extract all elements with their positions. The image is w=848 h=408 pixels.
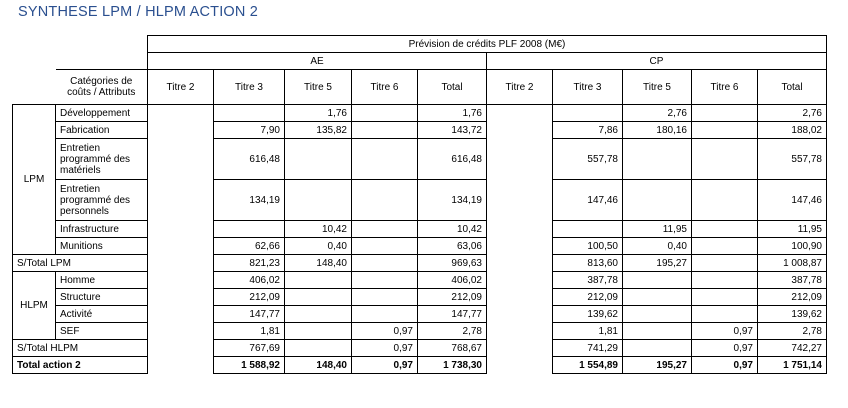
value-cell	[487, 122, 553, 139]
value-cell: 62,66	[214, 238, 285, 255]
value-cell: 100,50	[553, 238, 623, 255]
value-cell: 135,82	[285, 122, 352, 139]
value-cell	[285, 139, 352, 180]
value-cell: 0,40	[285, 238, 352, 255]
summary-label: S/Total HLPM	[13, 340, 148, 357]
value-cell	[692, 122, 758, 139]
value-cell	[148, 272, 214, 289]
table-row	[13, 180, 827, 221]
group-label-lpm: LPM	[13, 105, 56, 255]
value-cell: 10,42	[285, 221, 352, 238]
value-cell: 10,42	[418, 221, 487, 238]
header-row-top	[13, 36, 827, 53]
value-cell: 557,78	[758, 139, 827, 180]
value-cell	[487, 180, 553, 221]
value-cell: 147,77	[418, 306, 487, 323]
value-cell: 147,46	[758, 180, 827, 221]
value-cell: 11,95	[758, 221, 827, 238]
col-header: Total	[758, 70, 827, 105]
value-cell	[148, 340, 214, 357]
header-forecast: Prévision de crédits PLF 2008 (M€)	[148, 36, 827, 53]
value-cell	[352, 238, 418, 255]
col-header: Titre 6	[352, 70, 418, 105]
value-cell	[148, 180, 214, 221]
value-cell: 1,76	[285, 105, 352, 122]
header-row-groups	[13, 53, 827, 70]
value-cell: 188,02	[758, 122, 827, 139]
value-cell: 7,86	[553, 122, 623, 139]
value-cell: 143,72	[418, 122, 487, 139]
value-cell	[148, 238, 214, 255]
col-header: Titre 3	[214, 70, 285, 105]
value-cell: 557,78	[553, 139, 623, 180]
value-cell	[148, 357, 214, 374]
value-cell: 7,90	[214, 122, 285, 139]
value-cell	[487, 306, 553, 323]
row-label: Homme	[56, 272, 148, 289]
header-row-cols	[13, 70, 827, 105]
value-cell	[214, 105, 285, 122]
value-cell: 139,62	[758, 306, 827, 323]
value-cell	[487, 289, 553, 306]
col-header: Titre 6	[692, 70, 758, 105]
value-cell: 1 588,92	[214, 357, 285, 374]
value-cell	[352, 289, 418, 306]
value-cell: 0,97	[692, 340, 758, 357]
summary-label: S/Total LPM	[13, 255, 148, 272]
value-cell	[214, 221, 285, 238]
value-cell: 821,23	[214, 255, 285, 272]
table-row	[13, 306, 827, 323]
value-cell: 1 554,89	[553, 357, 623, 374]
value-cell: 0,97	[692, 357, 758, 374]
value-cell	[553, 105, 623, 122]
col-header: Titre 5	[285, 70, 352, 105]
value-cell	[352, 221, 418, 238]
value-cell	[285, 272, 352, 289]
row-label: Activité	[56, 306, 148, 323]
value-cell: 1 751,14	[758, 357, 827, 374]
value-cell: 1 008,87	[758, 255, 827, 272]
value-cell	[352, 180, 418, 221]
value-cell	[553, 221, 623, 238]
value-cell: 0,97	[352, 357, 418, 374]
value-cell: 1 738,30	[418, 357, 487, 374]
value-cell	[623, 272, 692, 289]
value-cell	[352, 139, 418, 180]
table-row	[13, 105, 827, 122]
value-cell	[623, 340, 692, 357]
value-cell	[692, 255, 758, 272]
value-cell	[623, 306, 692, 323]
value-cell	[285, 340, 352, 357]
value-cell	[352, 105, 418, 122]
row-label: Développement	[56, 105, 148, 122]
value-cell: 100,90	[758, 238, 827, 255]
value-cell	[487, 221, 553, 238]
table-row	[13, 272, 827, 289]
value-cell	[692, 139, 758, 180]
value-cell: 813,60	[553, 255, 623, 272]
value-cell: 195,27	[623, 255, 692, 272]
value-cell	[148, 289, 214, 306]
value-cell: 0,97	[352, 340, 418, 357]
value-cell: 2,76	[758, 105, 827, 122]
value-cell	[148, 139, 214, 180]
value-cell	[148, 122, 214, 139]
table-row	[13, 139, 827, 180]
value-cell	[623, 180, 692, 221]
value-cell	[692, 105, 758, 122]
value-cell	[692, 180, 758, 221]
row-label: Structure	[56, 289, 148, 306]
value-cell	[148, 105, 214, 122]
header-categories: Catégories de coûts / Attributs	[56, 70, 148, 105]
value-cell: 969,63	[418, 255, 487, 272]
value-cell: 616,48	[214, 139, 285, 180]
value-cell	[487, 139, 553, 180]
table-row	[13, 238, 827, 255]
table-row	[13, 323, 827, 340]
value-cell: 139,62	[553, 306, 623, 323]
value-cell: 767,69	[214, 340, 285, 357]
value-cell	[148, 255, 214, 272]
value-cell: 1,81	[214, 323, 285, 340]
summary-label: Total action 2	[13, 357, 148, 374]
value-cell: 768,67	[418, 340, 487, 357]
col-header: Titre 3	[553, 70, 623, 105]
value-cell	[352, 272, 418, 289]
value-cell: 2,76	[623, 105, 692, 122]
value-cell: 148,40	[285, 255, 352, 272]
value-cell	[148, 221, 214, 238]
value-cell: 147,77	[214, 306, 285, 323]
value-cell	[352, 306, 418, 323]
table-row	[13, 122, 827, 139]
value-cell	[487, 357, 553, 374]
value-cell	[487, 340, 553, 357]
value-cell	[623, 289, 692, 306]
value-cell: 1,81	[553, 323, 623, 340]
col-header: Titre 5	[623, 70, 692, 105]
value-cell	[623, 139, 692, 180]
value-cell	[623, 323, 692, 340]
col-header: Titre 2	[487, 70, 553, 105]
value-cell: 406,02	[214, 272, 285, 289]
value-cell: 212,09	[214, 289, 285, 306]
value-cell: 387,78	[553, 272, 623, 289]
value-cell	[285, 180, 352, 221]
value-cell: 2,78	[418, 323, 487, 340]
value-cell: 2,78	[758, 323, 827, 340]
row-label: Entretien programmé des matériels	[56, 139, 148, 180]
row-label: Fabrication	[56, 122, 148, 139]
value-cell: 195,27	[623, 357, 692, 374]
value-cell: 212,09	[553, 289, 623, 306]
table-row	[13, 289, 827, 306]
value-cell: 63,06	[418, 238, 487, 255]
value-cell	[692, 238, 758, 255]
value-cell: 0,97	[692, 323, 758, 340]
value-cell: 212,09	[418, 289, 487, 306]
table-row	[13, 221, 827, 238]
group-label-hlpm: HLPM	[13, 272, 56, 340]
header-cp: CP	[487, 53, 827, 70]
summary-row	[13, 255, 827, 272]
value-cell: 1,76	[418, 105, 487, 122]
value-cell	[487, 255, 553, 272]
value-cell	[487, 323, 553, 340]
value-cell	[692, 272, 758, 289]
value-cell: 134,19	[214, 180, 285, 221]
summary-row	[13, 340, 827, 357]
header-ae: AE	[148, 53, 487, 70]
value-cell: 212,09	[758, 289, 827, 306]
row-label: Infrastructure	[56, 221, 148, 238]
value-cell	[148, 323, 214, 340]
value-cell	[487, 238, 553, 255]
summary-row	[13, 357, 827, 374]
value-cell: 134,19	[418, 180, 487, 221]
value-cell: 0,97	[352, 323, 418, 340]
value-cell: 0,40	[623, 238, 692, 255]
value-cell	[692, 289, 758, 306]
value-cell: 742,27	[758, 340, 827, 357]
value-cell: 616,48	[418, 139, 487, 180]
col-header: Total	[418, 70, 487, 105]
col-header: Titre 2	[148, 70, 214, 105]
value-cell	[285, 289, 352, 306]
value-cell	[352, 122, 418, 139]
value-cell: 180,16	[623, 122, 692, 139]
value-cell	[285, 323, 352, 340]
row-label: SEF	[56, 323, 148, 340]
value-cell: 741,29	[553, 340, 623, 357]
page-title: SYNTHESE LPM / HLPM ACTION 2	[18, 4, 259, 20]
value-cell: 387,78	[758, 272, 827, 289]
value-cell	[285, 306, 352, 323]
value-cell: 406,02	[418, 272, 487, 289]
value-cell	[148, 306, 214, 323]
value-cell: 147,46	[553, 180, 623, 221]
value-cell	[487, 105, 553, 122]
value-cell	[692, 221, 758, 238]
value-cell	[692, 306, 758, 323]
value-cell	[352, 255, 418, 272]
credits-table	[12, 35, 827, 374]
row-label: Munitions	[56, 238, 148, 255]
value-cell	[487, 272, 553, 289]
value-cell: 11,95	[623, 221, 692, 238]
value-cell: 148,40	[285, 357, 352, 374]
row-label: Entretien programmé des personnels	[56, 180, 148, 221]
